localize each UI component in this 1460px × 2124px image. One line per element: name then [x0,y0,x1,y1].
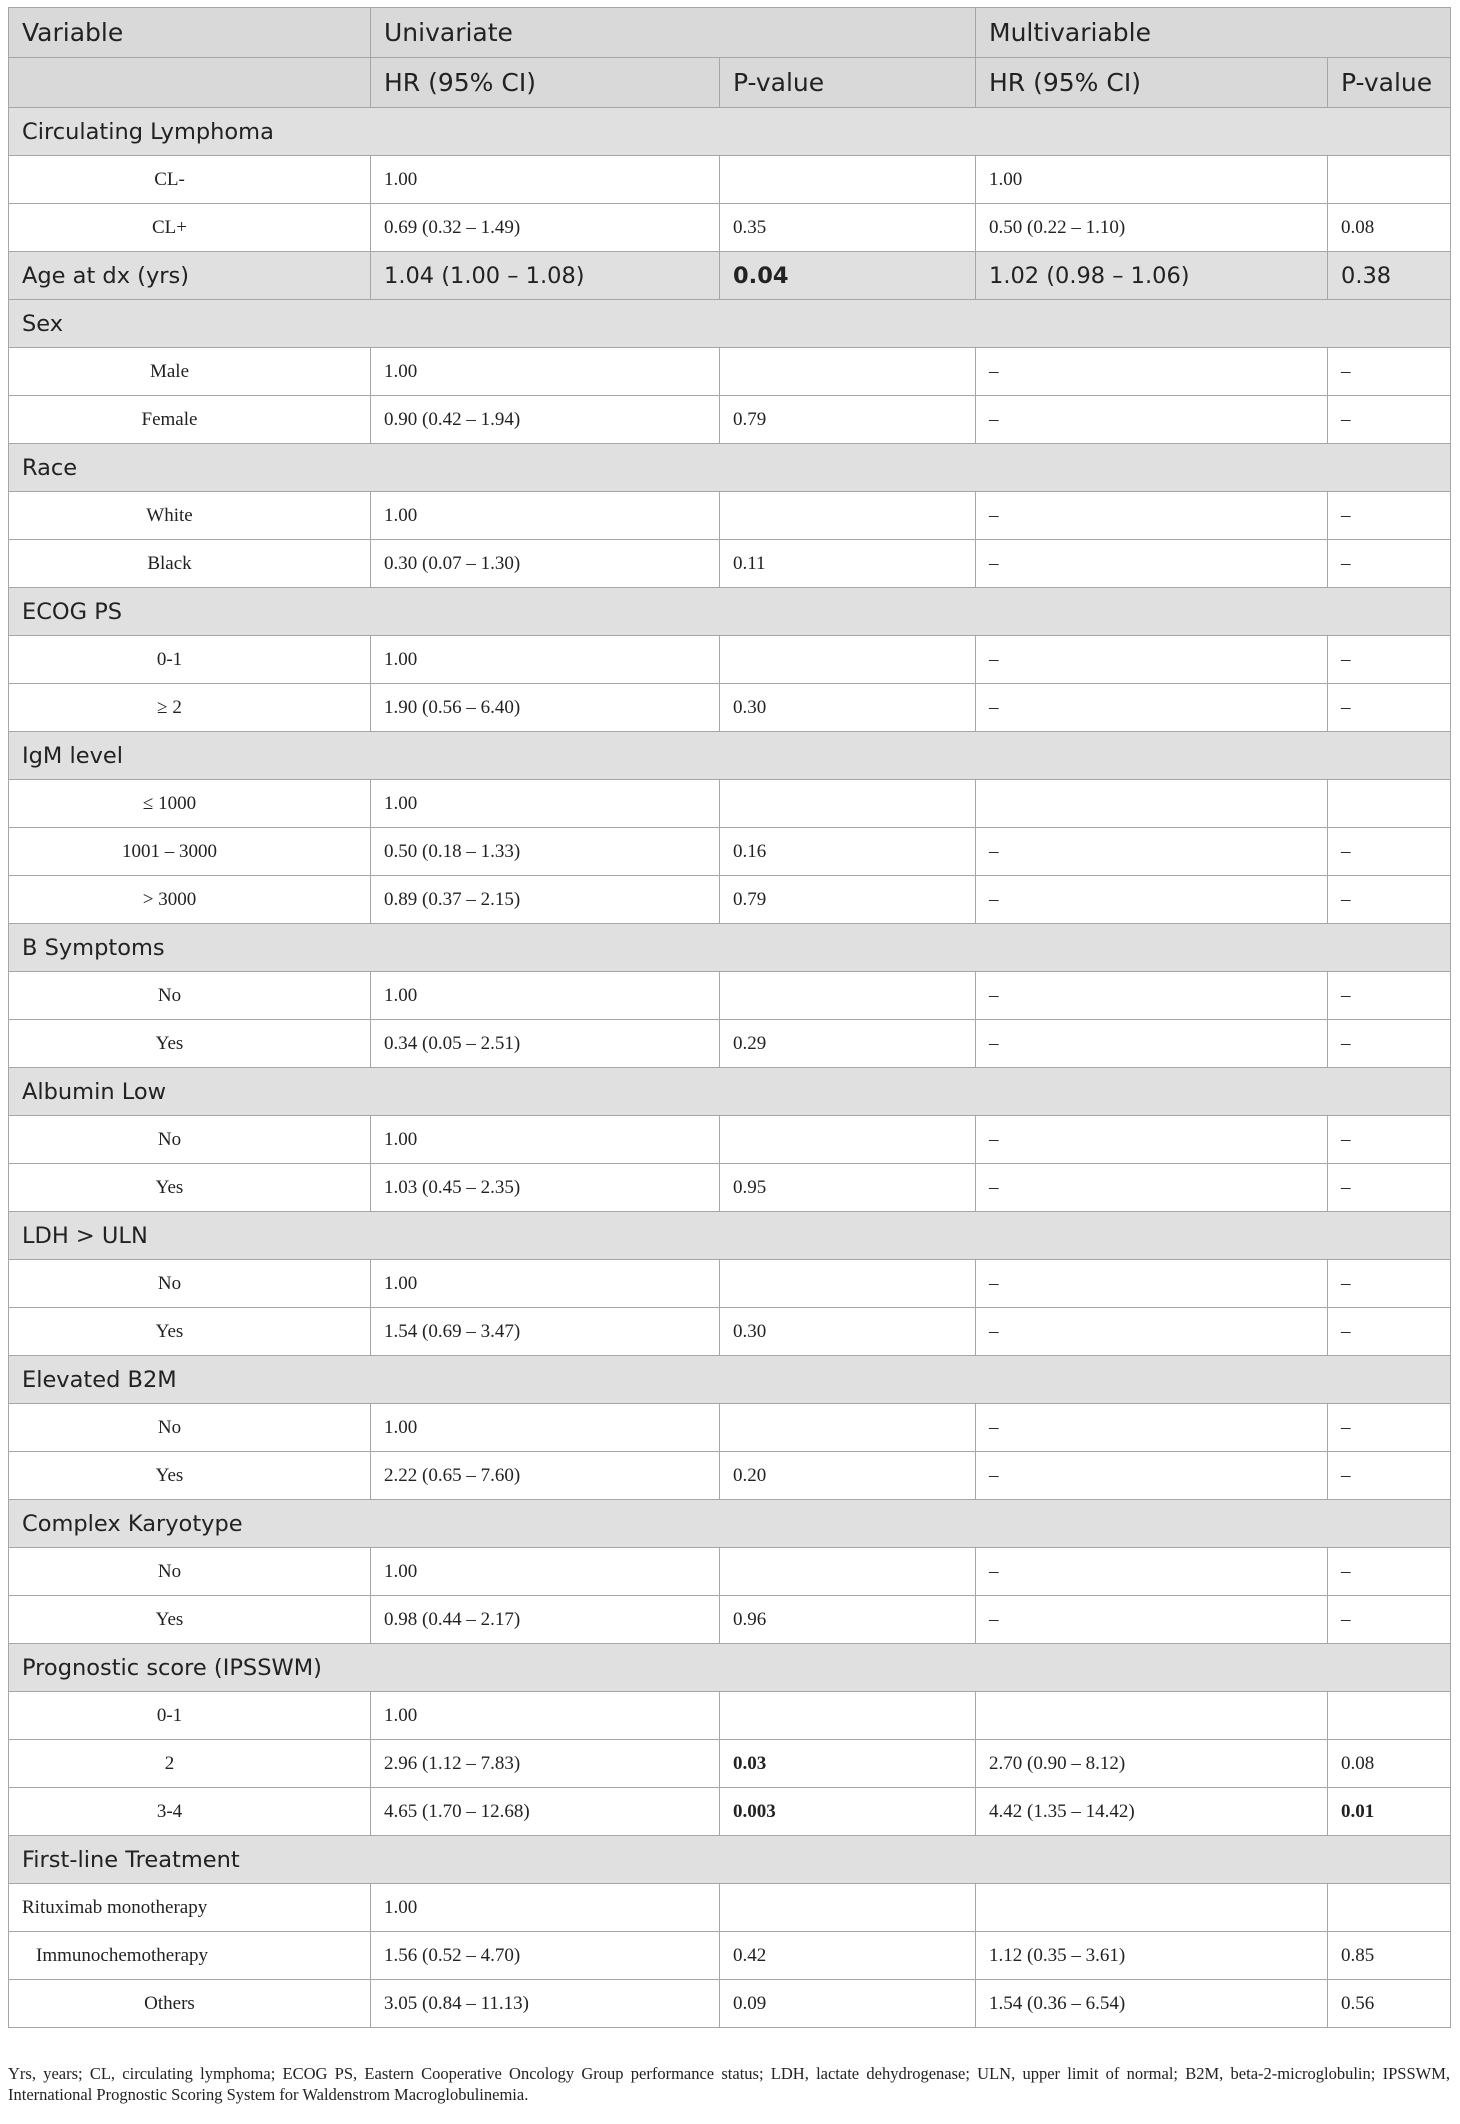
row-label: CL+ [9,204,371,252]
group-header-row [9,1836,1451,1884]
row-label: No [9,1260,371,1308]
row-label: CL- [9,156,371,204]
hr-univariate-cell: 1.00 [371,780,720,828]
row-label: Yes [9,1164,371,1212]
row-label: 3-4 [9,1788,371,1836]
group-row-fill [371,1068,1451,1116]
header-p-multivariable: P-value [1328,58,1451,108]
group-label: Race [9,444,371,492]
header-row-1 [9,8,1451,58]
hr-multivariable-cell: – [976,396,1328,444]
row-label: No [9,1548,371,1596]
table-row [9,828,1451,876]
header-univariate: Univariate [371,8,976,58]
row-label: Yes [9,1596,371,1644]
hr-multivariable-cell: – [976,1548,1328,1596]
p-multivariable-cell: – [1328,828,1451,876]
group-label: Prognostic score (IPSSWM) [9,1644,371,1692]
table-row [9,1404,1451,1452]
p-univariate-cell [720,1692,976,1740]
table-row [9,1932,1451,1980]
p-univariate-cell [720,156,976,204]
p-multivariable-cell: – [1328,1596,1451,1644]
group-header-row [9,1068,1451,1116]
p-univariate-cell: 0.16 [720,828,976,876]
p-univariate-cell: 0.95 [720,1164,976,1212]
group-label: Sex [9,300,371,348]
table-row [9,348,1451,396]
group-label: IgM level [9,732,371,780]
hr-univariate-cell: 1.00 [371,1548,720,1596]
p-multivariable-cell: – [1328,876,1451,924]
table-row [9,1260,1451,1308]
table-row [9,1164,1451,1212]
p-univariate-cell: 0.79 [720,396,976,444]
hr-multivariable-cell: – [976,1404,1328,1452]
hr-multivariable-cell: 2.70 (0.90 – 8.12) [976,1740,1328,1788]
hr-multivariable-cell: – [976,828,1328,876]
table-body [9,108,1451,2028]
p-univariate-cell [720,492,976,540]
table-row [9,1548,1451,1596]
row-label: Age at dx (yrs) [9,252,371,300]
header-row-2 [9,58,1451,108]
header-variable: Variable [9,8,371,58]
hr-univariate-cell: 1.00 [371,492,720,540]
p-multivariable-cell: – [1328,1308,1451,1356]
p-univariate-cell: 0.20 [720,1452,976,1500]
group-label: Complex Karyotype [9,1500,371,1548]
row-label: ≤ 1000 [9,780,371,828]
row-label: Others [9,1980,371,2028]
hr-multivariable-cell: – [976,1596,1328,1644]
group-row-fill [371,1500,1451,1548]
row-label: No [9,972,371,1020]
group-label: Circulating Lymphoma [9,108,371,156]
row-label: Female [9,396,371,444]
hr-univariate-cell: 0.98 (0.44 – 2.17) [371,1596,720,1644]
group-header-row [9,1212,1451,1260]
table-row [9,1980,1451,2028]
p-univariate-cell: 0.29 [720,1020,976,1068]
table-row [9,1116,1451,1164]
row-label: 0-1 [9,636,371,684]
hr-multivariable-cell: 1.54 (0.36 – 6.54) [976,1980,1328,2028]
hr-multivariable-cell [976,1692,1328,1740]
table-row [9,876,1451,924]
hr-multivariable-cell: 0.50 (0.22 – 1.10) [976,204,1328,252]
hr-univariate-cell: 1.00 [371,636,720,684]
group-header-row [9,444,1451,492]
group-label: B Symptoms [9,924,371,972]
hr-univariate-cell: 0.89 (0.37 – 2.15) [371,876,720,924]
hr-univariate-cell: 1.04 (1.00 – 1.08) [371,252,720,300]
p-multivariable-cell: 0.08 [1328,204,1451,252]
table-row [9,684,1451,732]
p-multivariable-cell [1328,780,1451,828]
table-row [9,396,1451,444]
p-multivariable-cell: – [1328,1260,1451,1308]
row-label: White [9,492,371,540]
hr-multivariable-cell: – [976,1260,1328,1308]
p-multivariable-cell [1328,1692,1451,1740]
table-row [9,540,1451,588]
p-multivariable-cell [1328,156,1451,204]
hr-univariate-cell: 3.05 (0.84 – 11.13) [371,1980,720,2028]
header-multivariable: Multivariable [976,8,1451,58]
table-row [9,636,1451,684]
p-multivariable-cell: 0.01 [1328,1788,1451,1836]
group-header-row [9,1644,1451,1692]
p-univariate-cell [720,1116,976,1164]
hr-univariate-cell: 0.30 (0.07 – 1.30) [371,540,720,588]
hr-univariate-cell: 1.03 (0.45 – 2.35) [371,1164,720,1212]
row-label: Male [9,348,371,396]
p-multivariable-cell: – [1328,540,1451,588]
group-row-fill [371,1644,1451,1692]
hr-multivariable-cell [976,780,1328,828]
p-multivariable-cell: 0.85 [1328,1932,1451,1980]
table-footnote: Yrs, years; CL, circulating lymphoma; ECOG PS, Eastern Cooperative Oncology Group performance status; LDH, lactate dehydrogenase; ULN, upper limit of normal; B2M, beta-2-microglobulin; IPSSWM, International Prognostic Scoring System for Waldenstrom Macroglobulinemia. [8,2064,1450,2104]
p-multivariable-cell: – [1328,348,1451,396]
group-label: ECOG PS [9,588,371,636]
p-univariate-cell: 0.11 [720,540,976,588]
group-row-fill [371,588,1451,636]
row-label: Yes [9,1020,371,1068]
p-univariate-cell: 0.96 [720,1596,976,1644]
hr-univariate-cell: 1.00 [371,1692,720,1740]
hazard-ratio-table [8,7,1451,2028]
header-hr-univariate: HR (95% CI) [371,58,720,108]
table-row [9,204,1451,252]
p-univariate-cell [720,636,976,684]
p-multivariable-cell: 0.08 [1328,1740,1451,1788]
table-row [9,972,1451,1020]
row-label: ≥ 2 [9,684,371,732]
group-header-row [9,300,1451,348]
hr-multivariable-cell: 4.42 (1.35 – 14.42) [976,1788,1328,1836]
hr-univariate-cell: 4.65 (1.70 – 12.68) [371,1788,720,1836]
hr-univariate-cell: 1.00 [371,1116,720,1164]
p-univariate-cell: 0.30 [720,684,976,732]
p-univariate-cell [720,1404,976,1452]
group-row-fill [371,108,1451,156]
p-univariate-cell: 0.03 [720,1740,976,1788]
hr-multivariable-cell: – [976,1164,1328,1212]
group-row-fill [371,1212,1451,1260]
header-hr-multivariable: HR (95% CI) [976,58,1328,108]
p-univariate-cell: 0.09 [720,1980,976,2028]
table-row [9,1692,1451,1740]
p-multivariable-cell: – [1328,492,1451,540]
row-label: 0-1 [9,1692,371,1740]
row-label: 1001 – 3000 [9,828,371,876]
p-multivariable-cell: – [1328,972,1451,1020]
p-univariate-cell [720,1884,976,1932]
row-label: Yes [9,1308,371,1356]
p-univariate-cell: 0.79 [720,876,976,924]
table-row [9,1308,1451,1356]
hr-univariate-cell: 2.96 (1.12 – 7.83) [371,1740,720,1788]
p-multivariable-cell: 0.38 [1328,252,1451,300]
p-multivariable-cell: – [1328,684,1451,732]
hr-univariate-cell: 0.69 (0.32 – 1.49) [371,204,720,252]
row-label: No [9,1404,371,1452]
p-multivariable-cell: – [1328,1164,1451,1212]
hr-multivariable-cell: – [976,1116,1328,1164]
header-p-univariate: P-value [720,58,976,108]
table-row [9,1740,1451,1788]
p-multivariable-cell: – [1328,1548,1451,1596]
row-label: Black [9,540,371,588]
group-row-fill [371,924,1451,972]
variable-row [9,252,1451,300]
group-header-row [9,732,1451,780]
group-header-row [9,1356,1451,1404]
hr-multivariable-cell: 1.12 (0.35 – 3.61) [976,1932,1328,1980]
p-univariate-cell: 0.30 [720,1308,976,1356]
p-univariate-cell [720,348,976,396]
table-row [9,1596,1451,1644]
p-multivariable-cell: – [1328,396,1451,444]
row-label: Rituximab monotherapy [9,1884,371,1932]
hr-multivariable-cell: – [976,1020,1328,1068]
group-header-row [9,108,1451,156]
p-multivariable-cell: – [1328,1404,1451,1452]
hr-univariate-cell: 1.00 [371,156,720,204]
p-multivariable-cell: – [1328,1116,1451,1164]
hr-univariate-cell: 1.56 (0.52 – 4.70) [371,1932,720,1980]
header-empty [9,58,371,108]
table-row [9,1020,1451,1068]
hr-univariate-cell: 0.50 (0.18 – 1.33) [371,828,720,876]
hr-multivariable-cell: – [976,540,1328,588]
row-label: > 3000 [9,876,371,924]
group-label: Elevated B2M [9,1356,371,1404]
row-label: 2 [9,1740,371,1788]
group-row-fill [371,1356,1451,1404]
hr-univariate-cell: 1.00 [371,1884,720,1932]
p-univariate-cell: 0.04 [720,252,976,300]
p-univariate-cell [720,1260,976,1308]
table-row [9,156,1451,204]
hr-multivariable-cell: – [976,876,1328,924]
p-univariate-cell: 0.003 [720,1788,976,1836]
group-row-fill [371,732,1451,780]
row-label: No [9,1116,371,1164]
hr-multivariable-cell: – [976,684,1328,732]
hr-multivariable-cell [976,1884,1328,1932]
hr-univariate-cell: 1.00 [371,1260,720,1308]
p-univariate-cell [720,1548,976,1596]
table-row [9,1452,1451,1500]
hr-univariate-cell: 1.90 (0.56 – 6.40) [371,684,720,732]
hr-univariate-cell: 0.34 (0.05 – 2.51) [371,1020,720,1068]
hr-multivariable-cell: – [976,972,1328,1020]
table-row [9,1884,1451,1932]
p-multivariable-cell: – [1328,1020,1451,1068]
group-header-row [9,588,1451,636]
group-label: Albumin Low [9,1068,371,1116]
table-container [8,7,1450,2028]
group-row-fill [371,444,1451,492]
hr-multivariable-cell: – [976,1308,1328,1356]
p-univariate-cell: 0.35 [720,204,976,252]
table-row [9,780,1451,828]
p-univariate-cell: 0.42 [720,1932,976,1980]
p-multivariable-cell [1328,1884,1451,1932]
hr-univariate-cell: 1.00 [371,972,720,1020]
hr-multivariable-cell: – [976,348,1328,396]
hr-univariate-cell: 1.00 [371,348,720,396]
hr-multivariable-cell: – [976,1452,1328,1500]
table-row [9,1788,1451,1836]
hr-multivariable-cell: 1.02 (0.98 – 1.06) [976,252,1328,300]
group-row-fill [371,1836,1451,1884]
p-univariate-cell [720,972,976,1020]
p-multivariable-cell: 0.56 [1328,1980,1451,2028]
row-label: Yes [9,1452,371,1500]
hr-univariate-cell: 1.00 [371,1404,720,1452]
group-label: First-line Treatment [9,1836,371,1884]
p-multivariable-cell: – [1328,1452,1451,1500]
row-label: Immunochemotherapy [9,1932,371,1980]
hr-multivariable-cell: – [976,636,1328,684]
group-label: LDH > ULN [9,1212,371,1260]
group-row-fill [371,300,1451,348]
p-multivariable-cell: – [1328,636,1451,684]
hr-univariate-cell: 2.22 (0.65 – 7.60) [371,1452,720,1500]
p-univariate-cell [720,780,976,828]
hr-univariate-cell: 1.54 (0.69 – 3.47) [371,1308,720,1356]
group-header-row [9,924,1451,972]
hr-univariate-cell: 0.90 (0.42 – 1.94) [371,396,720,444]
group-header-row [9,1500,1451,1548]
hr-multivariable-cell: – [976,492,1328,540]
hr-multivariable-cell: 1.00 [976,156,1328,204]
table-row [9,492,1451,540]
